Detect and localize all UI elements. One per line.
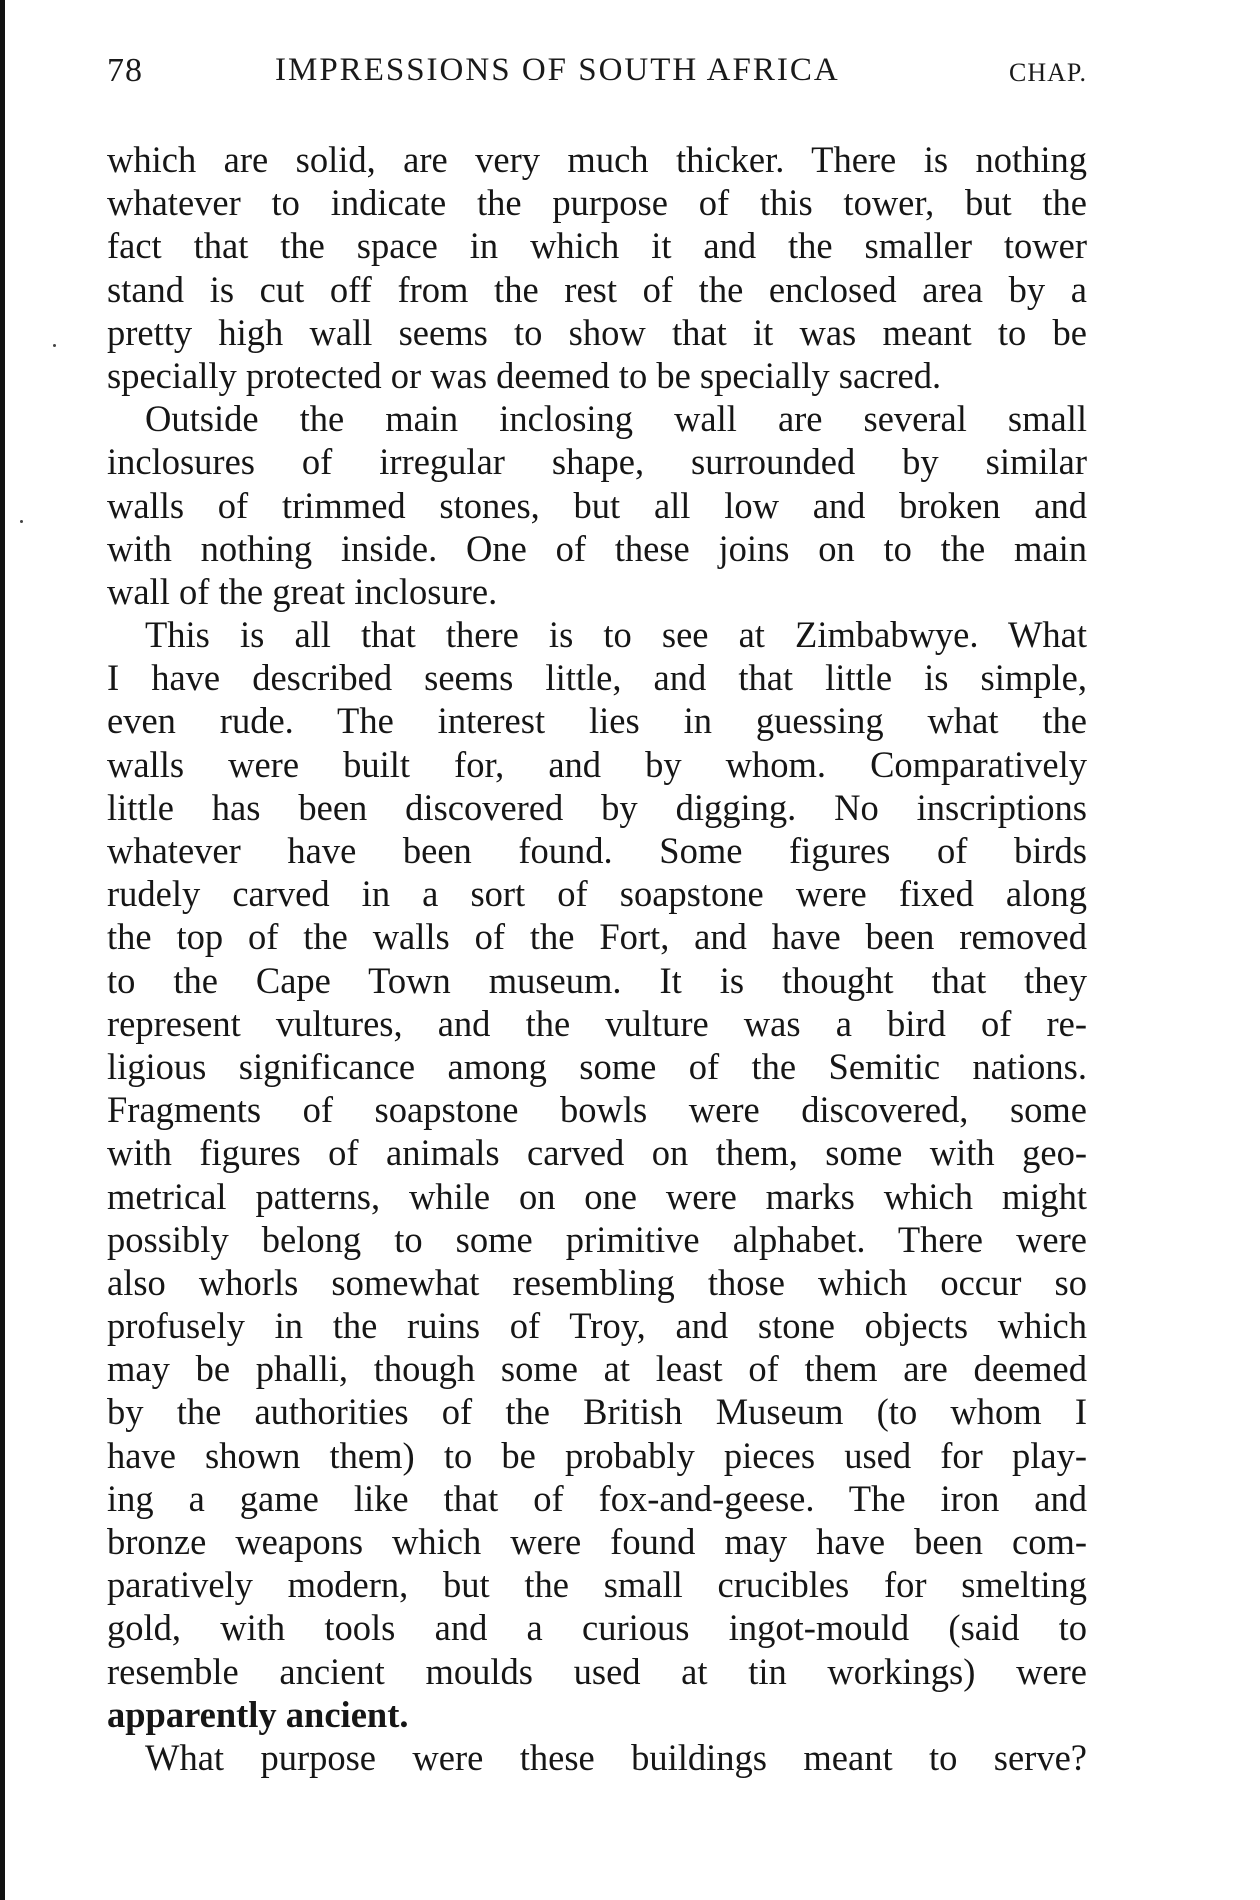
text-line: possibly belong to some primitive alphabet. There were — [107, 1218, 1087, 1260]
text-line: have shown them) to be probably pieces used for play- — [107, 1434, 1087, 1476]
text-line: by the authorities of the British Museum (to whom I — [107, 1391, 1087, 1433]
text-line: ligious significance among some of the Semitic nations. — [107, 1045, 1087, 1087]
text-line: rudely carved in a sort of soapstone were fixed along — [107, 873, 1087, 915]
text-line: with nothing inside. One of these joins on to the main — [107, 527, 1087, 569]
margin-speck — [53, 344, 56, 347]
text-line: This is all that there is to see at Zimbabwye. What — [145, 614, 1087, 656]
margin-speck — [20, 520, 23, 523]
running-header — [107, 52, 1087, 100]
text-line: inclosures of irregular shape, surrounded by similar — [107, 441, 1087, 483]
text-line: Fragments of soapstone bowls were discovered, some — [107, 1089, 1087, 1131]
text-line: the top of the walls of the Fort, and have been removed — [107, 916, 1087, 958]
text-line: walls were built for, and by whom. Comparatively — [107, 743, 1087, 785]
text-line: stand is cut off from the rest of the enclosed area by a — [107, 268, 1087, 310]
text-line: I have described seems little, and that little is simple, — [107, 657, 1087, 699]
text-line: little has been discovered by digging. No inscriptions — [107, 786, 1087, 828]
text-line: profusely in the ruins of Troy, and stone objects which — [107, 1305, 1087, 1347]
text-line: represent vultures, and the vulture was a bird of re- — [107, 1002, 1087, 1044]
text-line: to the Cape Town museum. It is thought that they — [107, 959, 1087, 1001]
text-line: even rude. The interest lies in guessing what the — [107, 700, 1087, 742]
text-line: whatever to indicate the purpose of this tower, but the — [107, 182, 1087, 224]
chapter-mark: CHAP. — [1009, 58, 1087, 87]
body-text — [107, 138, 1087, 1779]
text-line: walls of trimmed stones, but all low and broken and — [107, 484, 1087, 526]
text-line: fact that the space in which it and the smaller tower — [107, 225, 1087, 267]
text-line: pretty high wall seems to show that it was meant to be — [107, 311, 1087, 353]
text-line: gold, with tools and a curious ingot-mould (said to — [107, 1607, 1087, 1649]
text-line: wall of the great inclosure. — [107, 570, 498, 612]
page-number: 78 — [107, 52, 143, 89]
text-line: ing a game like that of fox-and-geese. The iron and — [107, 1477, 1087, 1519]
text-line: specially protected or was deemed to be specially sacred. — [107, 354, 942, 396]
text-line: paratively modern, but the small crucibles for smelting — [107, 1564, 1087, 1606]
page-edge-rule — [0, 0, 5, 1900]
text-line: Outside the main inclosing wall are several small — [145, 398, 1087, 440]
text-line: also whorls somewhat resembling those which occur so — [107, 1261, 1087, 1303]
text-line: resemble ancient moulds used at tin workings) were — [107, 1650, 1087, 1692]
text-line: metrical patterns, while on one were marks which might — [107, 1175, 1087, 1217]
text-line: apparently ancient. — [107, 1693, 409, 1735]
text-line: may be phalli, though some at least of them are deemed — [107, 1348, 1087, 1390]
text-line: which are solid, are very much thicker. There is nothing — [107, 139, 1087, 180]
text-line: bronze weapons which were found may have been com- — [107, 1521, 1087, 1562]
text-line: What purpose were these buildings meant to serve? — [145, 1736, 1087, 1778]
text-line: with figures of animals carved on them, some with geo- — [107, 1132, 1087, 1174]
running-title: IMPRESSIONS OF SOUTH AFRICA — [275, 52, 840, 88]
text-line: whatever have been found. Some figures of birds — [107, 830, 1087, 871]
